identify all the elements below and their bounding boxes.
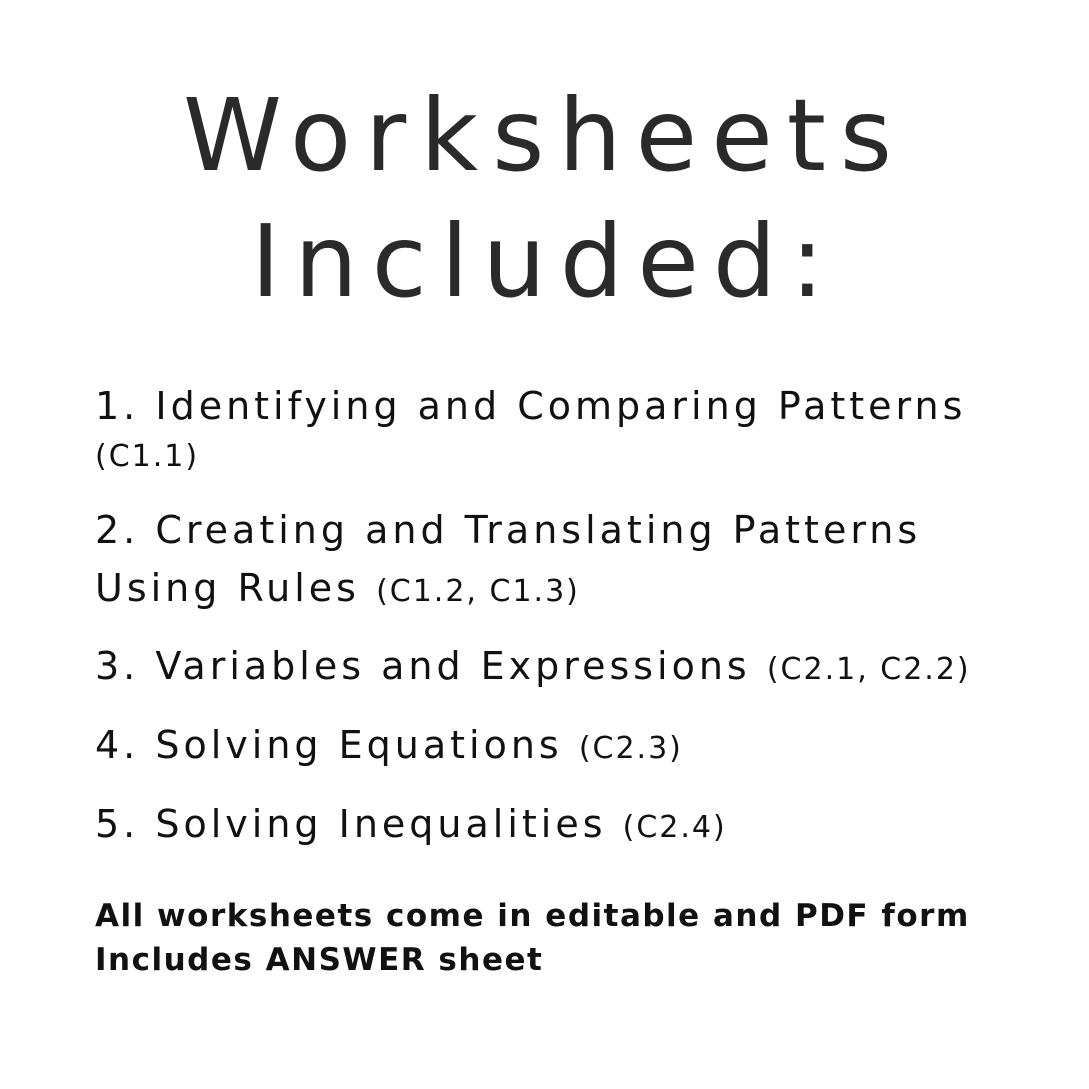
title-line-2: Included: — [250, 203, 839, 320]
list-item-2 — [95, 502, 921, 558]
item-number: 4. — [95, 723, 140, 767]
list-item-1-code-line — [95, 425, 199, 485]
note-answer-sheet: Includes ANSWER sheet — [95, 942, 544, 978]
item-code: (C2.3) — [578, 731, 683, 766]
item-code: (C2.4) — [622, 810, 727, 845]
list-item-4 — [95, 717, 683, 777]
list-item-2-line-2 — [95, 560, 580, 620]
item-text-continued: Using Rules — [95, 566, 360, 610]
item-code: (C1.2, C1.3) — [376, 574, 580, 609]
item-text: Creating and Translating Patterns — [155, 508, 922, 552]
item-number: 1. — [95, 384, 140, 428]
list-item-3 — [95, 638, 971, 698]
list-item-5 — [95, 796, 727, 856]
item-text: Solving Equations — [155, 723, 563, 767]
item-code: (C1.1) — [95, 439, 200, 474]
item-number: 2. — [95, 508, 140, 552]
item-text: Solving Inequalities — [155, 802, 607, 846]
item-text: Identifying and Comparing Patterns — [155, 384, 967, 428]
title-line-1: Worksheets — [182, 77, 907, 194]
note-editable-pdf: All worksheets come in editable and PDF form — [95, 898, 970, 934]
item-code: (C2.1, C2.2) — [766, 652, 971, 687]
list-item-1 — [95, 378, 966, 434]
item-text: Variables and Expressions — [155, 644, 751, 688]
item-number: 5. — [95, 802, 140, 846]
item-number: 3. — [95, 644, 140, 688]
